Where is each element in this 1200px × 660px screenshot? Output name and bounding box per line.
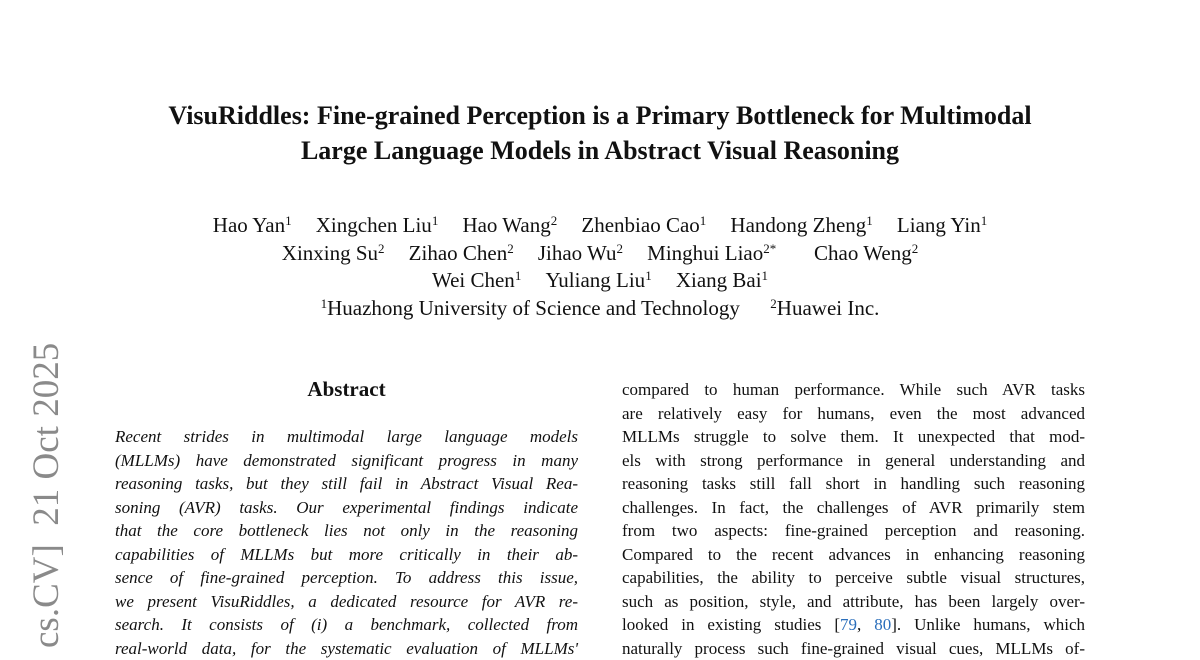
affiliation: $^2$Huawei Inc. [770,295,879,323]
abstract-body [115,425,578,660]
intro-line: naturally process such fine-grained visual cues, MLLMs of- [622,637,1085,660]
abstract-line: reasoning tasks, but they still fail in Abstract Visual Rea- [115,472,578,496]
author-row-3 [0,267,1200,295]
abstract-line: that the core bottleneck lies not only in the reasoning [115,519,578,543]
author: Zihao Chen$^2$ [409,240,514,268]
intro-line-with-citations: looked in existing studies [79, 80]. Unlike humans, which [622,613,1085,637]
author: Xiang Bai$^1$ [676,267,768,295]
abstract-heading: Abstract [115,376,578,402]
author-row-2 [0,240,1200,268]
intro-line: Compared to the recent advances in enhancing reasoning [622,543,1085,567]
author: Zhenbiao Cao$^1$ [581,212,706,240]
paper-title [0,98,1200,168]
abstract-line: capabilities of MLLMs but more critically in their ab- [115,543,578,567]
author: Wei Chen$^1$ [432,267,521,295]
introduction-body [622,378,1085,660]
intro-line: compared to human performance. While such AVR tasks [622,378,1085,402]
author: Xingchen Liu$^1$ [316,212,439,240]
author: Hao Wang$^2$ [462,212,557,240]
author-corresponding: Minghui Liao$^{2*}$ [647,240,776,268]
title-line-2: Large Language Models in Abstract Visual Reasoning [0,133,1200,168]
arxiv-stamp-text: cs.CV] 21 Oct 2025 [26,343,68,648]
author: Xinxing Su$^2$ [282,240,385,268]
author-block [0,212,1200,322]
author-row-1 [0,212,1200,240]
abstract-line: we present VisuRiddles, a dedicated resource for AVR re- [115,590,578,614]
author: Jihao Wu$^2$ [538,240,623,268]
title-line-1: VisuRiddles: Fine-grained Perception is a Primary Bottleneck for Multimodal [0,98,1200,133]
author: Liang Yin$^1$ [897,212,987,240]
author: Handong Zheng$^1$ [730,212,872,240]
citation-link[interactable]: 80 [874,615,891,634]
abstract-line: real-world data, for the systematic evaluation of MLLMs' [115,637,578,660]
author: Chao Weng$^2$ [814,240,918,268]
affiliation: $^1$Huazhong University of Science and Technology [321,295,740,323]
citation-link[interactable]: 79 [840,615,857,634]
intro-line: MLLMs struggle to solve them. It unexpected that mod- [622,425,1085,449]
intro-line: els with strong performance in general understanding and [622,449,1085,473]
intro-line: are relatively easy for humans, even the most advanced [622,402,1085,426]
abstract-line: soning (AVR) tasks. Our experimental findings indicate [115,496,578,520]
abstract-line: sence of fine-grained perception. To address this issue, [115,566,578,590]
intro-line: reasoning tasks still fall short in handling such reasoning [622,472,1085,496]
abstract-line: search. It consists of (i) a benchmark, collected from [115,613,578,637]
intro-line: from two aspects: fine-grained perception and reasoning. [622,519,1085,543]
author: Hao Yan$^1$ [213,212,292,240]
intro-line: such as position, style, and attribute, has been largely over- [622,590,1085,614]
abstract-line: Recent strides in multimodal large language models [115,425,578,449]
author: Yuliang Liu$^1$ [545,267,651,295]
affiliations [0,295,1200,323]
intro-line: challenges. In fact, the challenges of AVR primarily stem [622,496,1085,520]
intro-line: capabilities, the ability to perceive subtle visual structures, [622,566,1085,590]
abstract-line: (MLLMs) have demonstrated significant progress in many [115,449,578,473]
